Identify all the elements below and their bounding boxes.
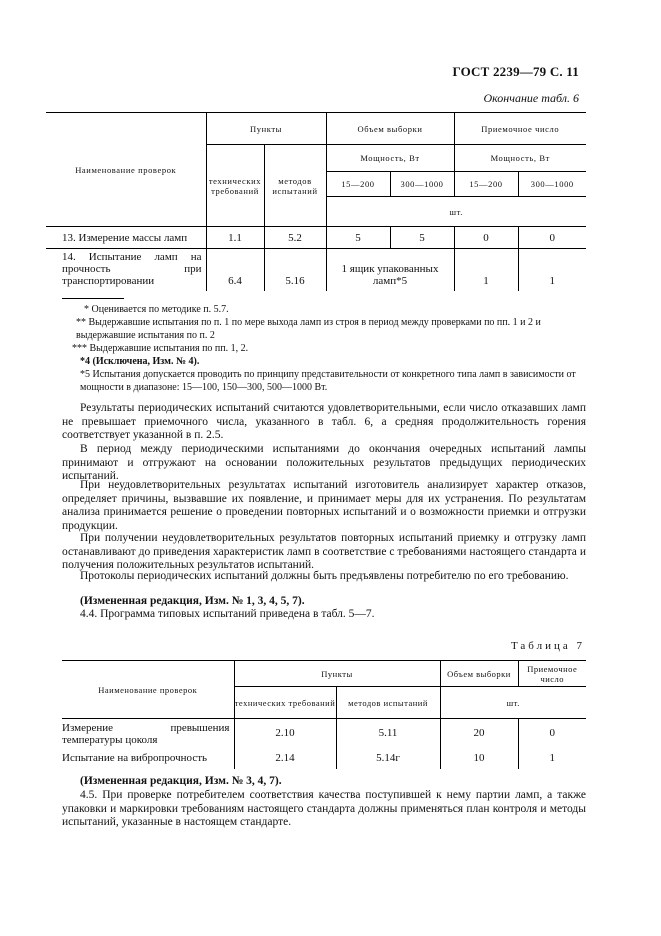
cell: 1 bbox=[454, 249, 518, 291]
paragraph: 4.4. Программа типовых испытаний приведена в табл. 5—7. bbox=[80, 608, 375, 620]
col-header-points: Пункты bbox=[206, 113, 326, 145]
sub-header-methods: методов испытаний bbox=[336, 687, 440, 719]
table-7 bbox=[62, 660, 586, 769]
table-row bbox=[62, 719, 586, 747]
unit-header: шт. bbox=[326, 197, 586, 227]
row-name: Измерение превышения температуры цоколя bbox=[62, 719, 234, 747]
footnote: *** Выдержавшие испытания по пп. 1, 2. bbox=[72, 343, 249, 354]
cell: 5.16 bbox=[264, 249, 326, 291]
footnote-divider bbox=[62, 298, 124, 299]
cell: 5 bbox=[390, 227, 454, 249]
paragraph: Протоколы периодических испытаний должны быть предъявлены потребителю по его требованию. bbox=[80, 570, 569, 582]
paragraph: 4.5. При проверке потребителем соответствия качества поступившей к нему партии ламп, а также упаковки и маркировки требованиям настоящего стандарта должны применяться план контроля и методы испытаний, указанные в настоящем стандарте. bbox=[62, 789, 586, 828]
cell: 10 bbox=[440, 747, 518, 769]
row-name: Испытание на вибропрочность bbox=[62, 747, 234, 769]
cell: 5 bbox=[326, 227, 390, 249]
range-header: 300—1000 bbox=[390, 172, 454, 197]
cell: 1 ящик упакованных ламп*5 bbox=[326, 249, 454, 291]
table-row bbox=[62, 747, 586, 769]
footnotes bbox=[72, 303, 586, 394]
table-6 bbox=[46, 112, 586, 291]
sub-header-tech: технических требований bbox=[206, 145, 264, 227]
cell: 2.14 bbox=[234, 747, 336, 769]
cell: 6.4 bbox=[206, 249, 264, 291]
col-header-sample: Объем выборки bbox=[440, 661, 518, 687]
amendment-note: (Измененная редакция, Изм. № 3, 4, 7). bbox=[80, 775, 282, 787]
col-header-accept: Приемочное число bbox=[518, 661, 586, 687]
paragraph: Результаты периодических испытаний считаются удовлетворительными, если число отказавших ламп не превышает приемочного числа, указанного в табл. 6, а средняя продолжительность горения соответствует указанной в п. 2.5. bbox=[62, 402, 586, 441]
row-name: 13. Измерение массы ламп bbox=[46, 227, 206, 249]
col-header-sample: Объем выборки bbox=[326, 113, 454, 145]
table-7-caption: Таблица 7 bbox=[510, 640, 585, 652]
range-header: 15—200 bbox=[326, 172, 390, 197]
col-header-name: Наименование проверок bbox=[46, 113, 206, 227]
sub-header-tech: технических требований bbox=[234, 687, 336, 719]
amendment-note: (Измененная редакция, Изм. № 1, 3, 4, 5, 7). bbox=[80, 595, 305, 607]
cell: 1.1 bbox=[206, 227, 264, 249]
row-name: 14. Испытание ламп на прочность при транспортировании bbox=[46, 249, 206, 291]
cell: 1 bbox=[549, 751, 555, 764]
footnote: * Оценивается по методике п. 5.7. bbox=[84, 304, 229, 315]
cell: 2.10 bbox=[234, 719, 336, 747]
table-row bbox=[46, 227, 586, 249]
cell: 20 bbox=[440, 719, 518, 747]
cell: 1 bbox=[549, 274, 555, 287]
paragraph: При неудовлетворительных результатах испытаний изготовитель анализирует характер отказов, определяет причины, вызвавшие их появление, и принимает меры для их устранения. По результатам анализа принимается решение о проведении повторных испытаний и о возможности приемки и отгрузки продукции. bbox=[62, 479, 586, 532]
footnote: *4 (Исключена, Изм. № 4). bbox=[80, 356, 200, 367]
cell: 0 bbox=[518, 227, 586, 249]
paragraph: При получении неудовлетворительных результатов повторных испытаний приемку и отгрузку ламп останавливают до приведения характеристик ламп в соответствие с требованиями настоящего стандарта и получения положительных результатов испытаний. bbox=[62, 532, 586, 571]
cell: 0 bbox=[454, 227, 518, 249]
range-header: 300—1000 bbox=[518, 172, 586, 197]
sub-header-methods: методов испытаний bbox=[264, 145, 326, 227]
page-header: ГОСТ 2239—79 С. 11 bbox=[452, 64, 579, 79]
power-header-sample: Мощность, Вт bbox=[326, 145, 454, 172]
col-header-accept: Приемочное число bbox=[454, 113, 586, 145]
cell: 5.11 bbox=[336, 719, 440, 747]
power-header-accept: Мощность, Вт bbox=[454, 145, 586, 172]
cell: 5.14г bbox=[336, 747, 440, 769]
footnote: *5 Испытания допускается проводить по принципу представительности от конкретного типа ламп в зависимости от мощности в диапазоне: 15—100, 150—300, 500—1000 Вт. bbox=[80, 369, 576, 393]
unit-header: шт. bbox=[440, 687, 586, 719]
range-header: 15—200 bbox=[454, 172, 518, 197]
col-header-name: Наименование проверок bbox=[62, 661, 234, 719]
cell: 0 bbox=[549, 726, 555, 739]
table-row bbox=[46, 249, 586, 291]
paragraph: В период между периодическими испытаниями до окончания очередных испытаний лампы принимают и отгружают на основании положительных результатов предыдущих периодических испытаний. bbox=[62, 443, 586, 482]
table-continuation-label: Окончание табл. 6 bbox=[483, 91, 579, 105]
cell: 5.2 bbox=[264, 227, 326, 249]
col-header-points: Пункты bbox=[234, 661, 440, 687]
footnote: ** Выдержавшие испытания по п. 1 по мере выхода ламп из строя в период между проверками по пп. 1 и 2 и выдержавшие испытания по п. 2 bbox=[76, 317, 541, 341]
